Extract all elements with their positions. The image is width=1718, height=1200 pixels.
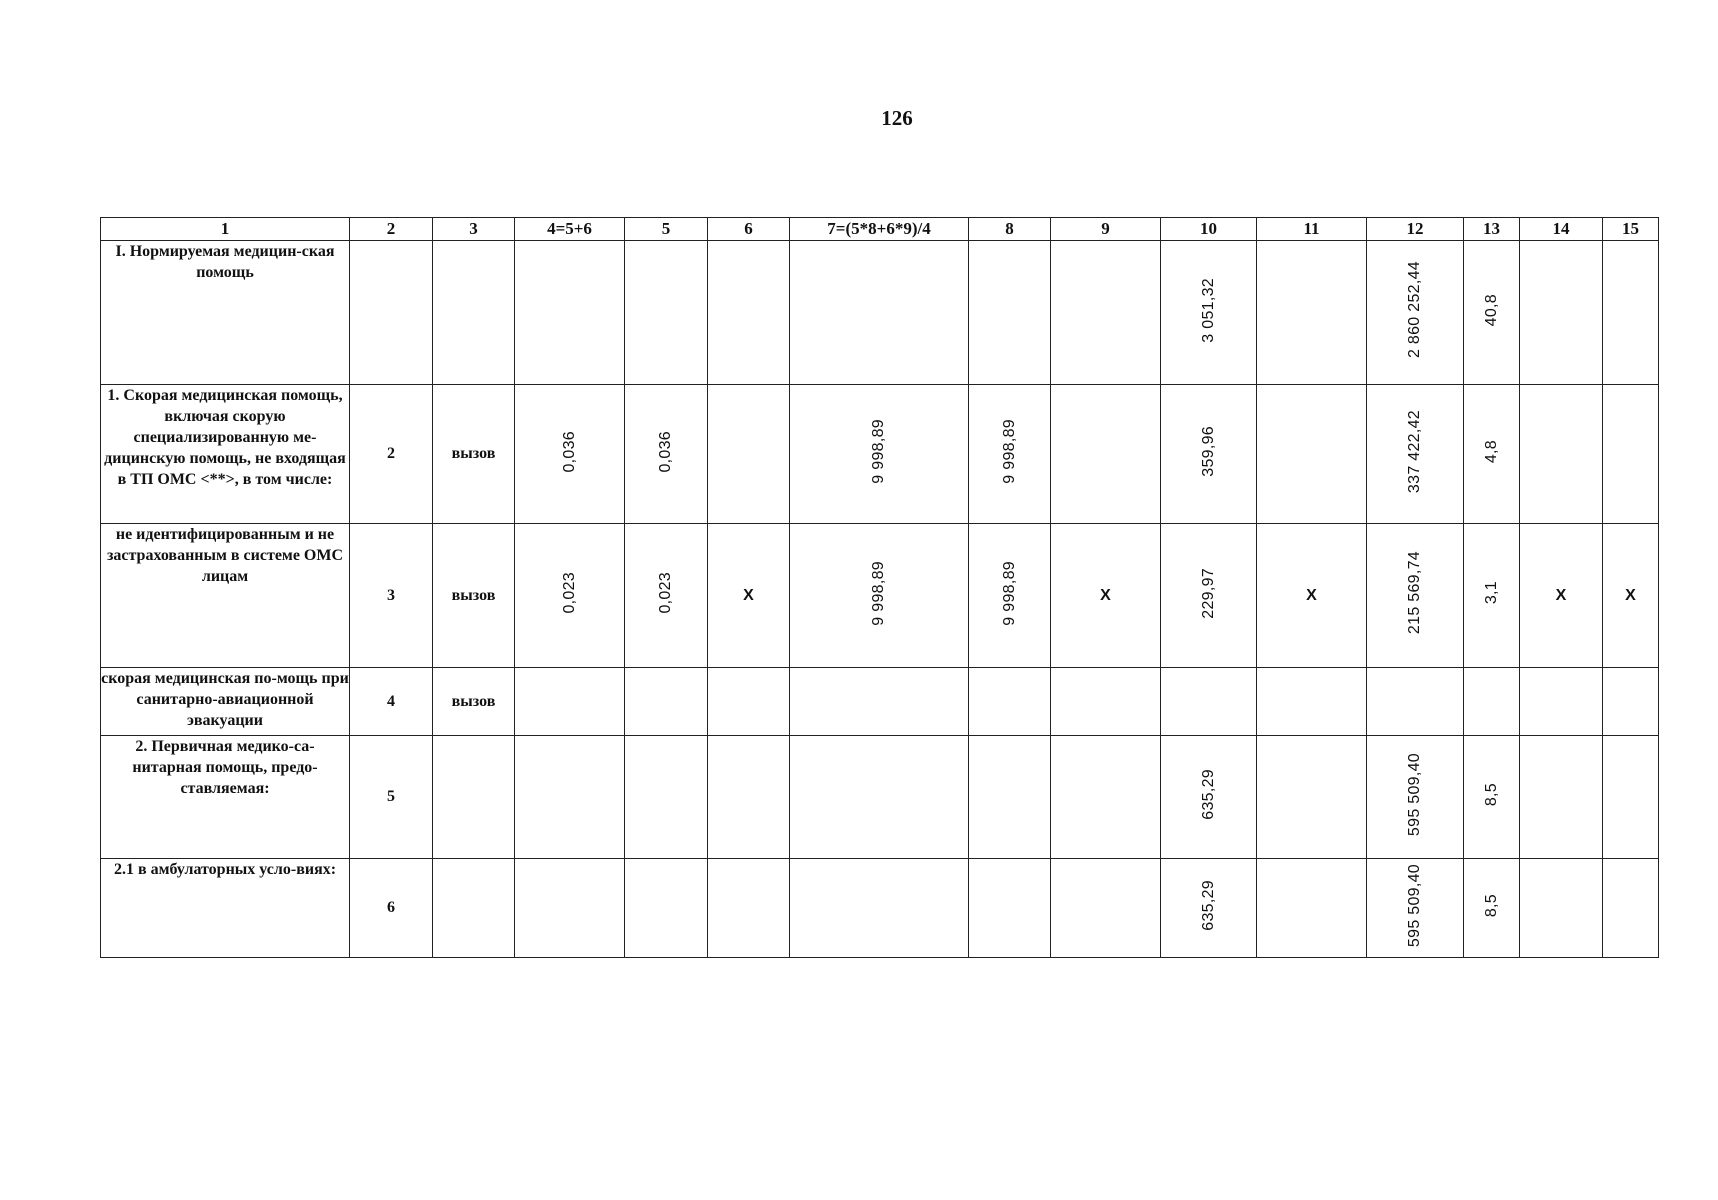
cell-col8 (969, 859, 1051, 958)
cell-value: 9 998,89 (1000, 419, 1018, 484)
cell-value: 0,036 (560, 430, 578, 473)
cell-col6: X (708, 524, 790, 668)
cell-col14 (1520, 241, 1603, 385)
cell-col9 (1051, 385, 1161, 524)
cell-col10 (1161, 859, 1257, 958)
col-header-6: 6 (708, 218, 790, 241)
cell-col10 (1161, 668, 1257, 736)
cell-col5 (625, 668, 708, 736)
cell-col5 (625, 736, 708, 859)
cell-col12 (1367, 668, 1464, 736)
cell-value: 3 051,32 (1199, 277, 1217, 343)
cell-col6 (708, 668, 790, 736)
cell-value: 9 998,89 (1000, 560, 1018, 626)
cell-col13 (1464, 241, 1520, 385)
col-header-12: 12 (1367, 218, 1464, 241)
cell-row-number (350, 241, 433, 385)
cell-col7 (790, 668, 969, 736)
cell-value: 635,29 (1199, 769, 1217, 820)
cell-col11 (1257, 859, 1367, 958)
col-header-10: 10 (1161, 218, 1257, 241)
cell-row-number: 5 (350, 736, 433, 859)
cell-value: 359,96 (1199, 426, 1217, 477)
cell-col7 (790, 736, 969, 859)
cell-col9 (1051, 859, 1161, 958)
cell-col12 (1367, 859, 1464, 958)
cell-col7 (790, 241, 969, 385)
table-row (101, 668, 1659, 736)
tariff-table (100, 217, 1659, 958)
cell-col8 (969, 736, 1051, 859)
cell-col7 (790, 524, 969, 668)
row-label: скорая медицинская по-мощь при санитарно-авиационной эвакуации (101, 668, 350, 736)
cell-col12 (1367, 736, 1464, 859)
col-header-11: 11 (1257, 218, 1367, 241)
cell-value: 9 998,89 (870, 419, 887, 484)
cell-col15 (1603, 241, 1659, 385)
table-row (101, 859, 1659, 958)
cell-row-number: 6 (350, 859, 433, 958)
cell-col12 (1367, 524, 1464, 668)
cell-col15 (1603, 859, 1659, 958)
col-header-3: 3 (433, 218, 515, 241)
cell-col9 (1051, 241, 1161, 385)
cell-unit (433, 736, 515, 859)
page-number: 126 (881, 106, 913, 130)
cell-col4 (515, 736, 625, 859)
col-header-4: 4=5+6 (515, 218, 625, 241)
cell-col12 (1367, 385, 1464, 524)
cell-value: 215 569,74 (1406, 551, 1423, 635)
row-label: не идентифицированным и не застрахованным в системе ОМС лицам (101, 524, 350, 668)
cell-col9 (1051, 736, 1161, 859)
cell-col10 (1161, 736, 1257, 859)
cell-col11: X (1257, 524, 1367, 668)
cell-col6 (708, 241, 790, 385)
cell-unit: вызов (433, 385, 515, 524)
cell-col9: X (1051, 524, 1161, 668)
table-row (101, 385, 1659, 524)
cell-value: 2 860 252,44 (1406, 261, 1423, 359)
col-header-15: 15 (1603, 218, 1659, 241)
col-header-7: 7=(5*8+6*9)/4 (790, 218, 969, 241)
cell-value: 635,29 (1199, 880, 1217, 931)
row-label: 2.1 в амбулаторных усло-виях: (101, 859, 350, 958)
cell-col13 (1464, 859, 1520, 958)
cell-col6 (708, 736, 790, 859)
cell-col10 (1161, 524, 1257, 668)
cell-col6 (708, 859, 790, 958)
cell-col13 (1464, 385, 1520, 524)
col-header-13: 13 (1464, 218, 1520, 241)
cell-col7 (790, 859, 969, 958)
col-header-1: 1 (101, 218, 350, 241)
cell-col8 (969, 524, 1051, 668)
cell-value: 0,023 (657, 572, 674, 614)
cell-value: 8,5 (1482, 893, 1500, 918)
cell-col8 (969, 241, 1051, 385)
table-row (101, 241, 1659, 385)
cell-value: 9 998,89 (870, 560, 887, 626)
cell-col10 (1161, 385, 1257, 524)
cell-value: 229,97 (1199, 567, 1217, 619)
cell-col4 (515, 241, 625, 385)
cell-col13 (1464, 668, 1520, 736)
cell-col5 (625, 241, 708, 385)
cell-value: 0,036 (657, 430, 674, 473)
cell-col15 (1603, 385, 1659, 524)
cell-col14: X (1520, 524, 1603, 668)
cell-unit (433, 859, 515, 958)
col-header-9: 9 (1051, 218, 1161, 241)
row-label: 2. Первичная медико-са-нитарная помощь, предо-ставляемая: (101, 736, 350, 859)
cell-col5 (625, 524, 708, 668)
table-row (101, 524, 1659, 668)
cell-row-number: 3 (350, 524, 433, 668)
cell-col5 (625, 385, 708, 524)
cell-value: 8,5 (1482, 782, 1500, 807)
cell-col13 (1464, 524, 1520, 668)
cell-col14 (1520, 385, 1603, 524)
cell-col4 (515, 524, 625, 668)
cell-col11 (1257, 241, 1367, 385)
row-label: I. Нормируемая медицин-ская помощь (101, 241, 350, 385)
cell-col15 (1603, 668, 1659, 736)
cell-col8 (969, 668, 1051, 736)
cell-unit: вызов (433, 524, 515, 668)
cell-col15: X (1603, 524, 1659, 668)
cell-row-number: 2 (350, 385, 433, 524)
cell-col5 (625, 859, 708, 958)
cell-col11 (1257, 385, 1367, 524)
row-label: 1. Скорая медицинская помощь, включая скорую специализированную ме-дицинскую помощь, не входящая в ТП ОМС <**>, в том числе: (101, 385, 350, 524)
cell-col4 (515, 668, 625, 736)
cell-col6 (708, 385, 790, 524)
table-row (101, 736, 1659, 859)
cell-col8 (969, 385, 1051, 524)
cell-col7 (790, 385, 969, 524)
cell-col4 (515, 859, 625, 958)
col-header-2: 2 (350, 218, 433, 241)
cell-col11 (1257, 668, 1367, 736)
col-header-5: 5 (625, 218, 708, 241)
cell-col10 (1161, 241, 1257, 385)
cell-col14 (1520, 668, 1603, 736)
cell-col9 (1051, 668, 1161, 736)
col-header-8: 8 (969, 218, 1051, 241)
cell-value: 4,8 (1482, 439, 1500, 464)
cell-value: 595 509,40 (1406, 752, 1423, 837)
cell-value: 595 509,40 (1406, 863, 1423, 948)
cell-col13 (1464, 736, 1520, 859)
cell-value: 40,8 (1482, 293, 1500, 327)
cell-unit (433, 241, 515, 385)
cell-col14 (1520, 859, 1603, 958)
header-row (101, 218, 1659, 241)
cell-col11 (1257, 736, 1367, 859)
cell-col15 (1603, 736, 1659, 859)
cell-value: 3,1 (1482, 581, 1500, 605)
cell-col14 (1520, 736, 1603, 859)
cell-value: 337 422,42 (1406, 409, 1423, 494)
cell-unit: вызов (433, 668, 515, 736)
cell-col12 (1367, 241, 1464, 385)
col-header-14: 14 (1520, 218, 1603, 241)
cell-row-number: 4 (350, 668, 433, 736)
cell-value: 0,023 (560, 572, 578, 614)
cell-col4 (515, 385, 625, 524)
